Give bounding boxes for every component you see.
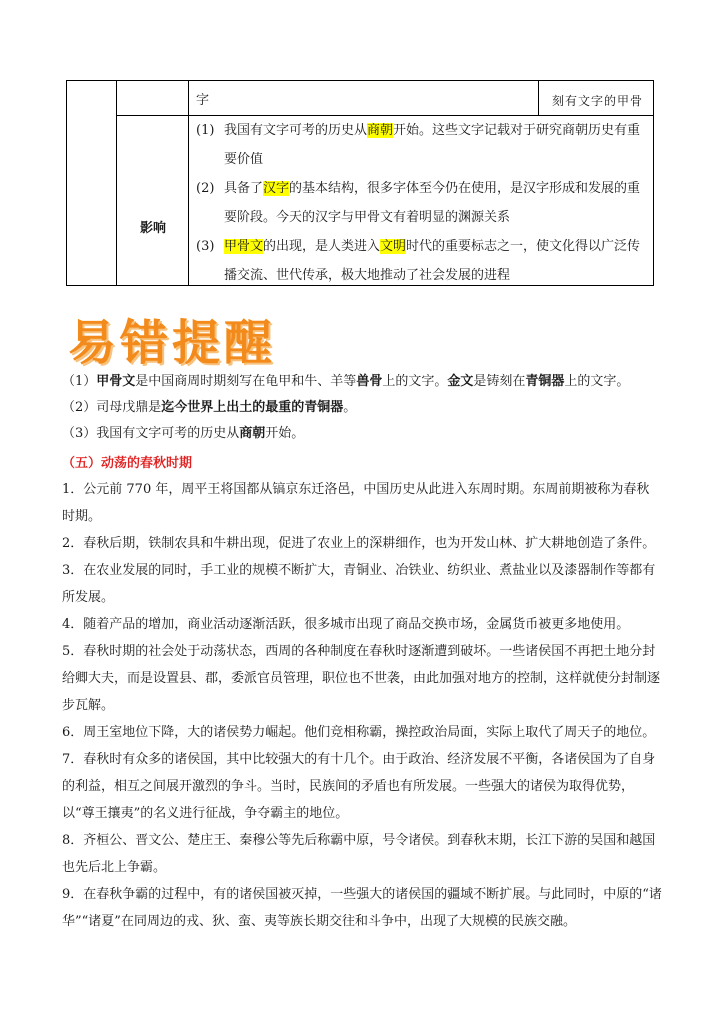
highlight-hanzi: 汉字 (263, 181, 290, 196)
reminder-notes (62, 369, 662, 447)
note-1: （1）甲骨文是中国商周时期刻写在龟甲和牛、羊等兽骨上的文字。金文是铸刻在青铜器上的文字。 (62, 374, 630, 389)
table-cell-oracle-bone: 刻有文字的甲骨 (552, 94, 644, 108)
highlight-oracle: 甲骨文 (224, 239, 264, 254)
table-cell-char: 字 (196, 93, 210, 108)
note-2: （2）司母戊鼎是迄今世界上出土的最重的青铜器。 (62, 400, 357, 415)
item-text: 时代的重要标志之一，使文化得以广泛传播交流、世代传承，极大地推动了社会发展的进程 (224, 239, 641, 283)
paragraph-2: 2．春秋后期，铁制农具和牛耕出现，促进了农业上的深耕细作，也为开发山林、扩大耕地创造了条件。 (62, 536, 656, 551)
item-text: 具备了 (224, 181, 264, 196)
table-border-left (66, 80, 67, 286)
highlight-shang: 商朝 (367, 123, 394, 138)
paragraph-5: 5．春秋时期的社会处于动荡状态，西周的各种制度在春秋时逐渐遭到破坏。一些诸侯国不再把土地分封给卿大夫，而是设置县、郡，委派官员管理，职位也不世袭，由此加强对地方的控制，这样就使分封制逐步瓦解。 (62, 644, 661, 713)
section-title: （五）动荡的春秋时期 (62, 456, 193, 471)
table-col-divider-2 (188, 80, 189, 286)
note-3: （3）我国有文字可考的历史从商朝开始。 (62, 426, 305, 441)
item-number: (3) (196, 239, 215, 254)
table-col-divider-1 (116, 80, 117, 286)
paragraph-7: 7．春秋时有众多的诸侯国，其中比较强大的有十几个。由于政治、经济发展不平衡，各诸侯国为了自身的利益，相互之间展开激烈的争斗。当时，民族间的矛盾也有所发展。一些强大的诸侯为取得优势，以“尊王攘夷”的名义进行征战，争夺霸主的地位。 (62, 752, 656, 821)
paragraph-4: 4．随着产品的增加，商业活动逐渐活跃，很多城市出现了商品交换市场，金属货币被更多地使用。 (62, 617, 630, 632)
paragraph-list (62, 476, 662, 935)
paragraph-8: 8．齐桓公、晋文公、楚庄王、秦穆公等先后称霸中原，号令诸侯。到春秋末期，长江下游的吴国和越国也先后北上争霸。 (62, 833, 656, 875)
influence-item-1 (196, 116, 648, 174)
influence-list (196, 116, 648, 290)
table-label-influence: 影响 (140, 221, 167, 236)
item-text: 我国有文字可考的历史从 (224, 123, 368, 138)
table-border-top (66, 80, 654, 81)
table-border-right (653, 80, 654, 286)
item-text: 的出现，是人类进入 (263, 239, 381, 254)
paragraph-3: 3．在农业发展的同时，手工业的规模不断扩大，青铜业、冶铁业、纺织业、煮盐业以及漆器制作等都有所发展。 (62, 563, 656, 605)
influence-item-3 (196, 232, 648, 290)
item-number: (2) (196, 181, 215, 196)
item-text: 开始。这些文字记载对于研究商朝历史有重要价值 (224, 123, 641, 167)
paragraph-9: 9．在春秋争霸的过程中，有的诸侯国被灭掉，一些强大的诸侯国的疆域不断扩展。与此同时，中原的“诸华”“诸夏”在同周边的戎、狄、蛮、夷等族长期交往和斗争中，出现了大规模的民族交融。 (62, 887, 662, 929)
error-reminder-title: 易错提醒 (68, 315, 277, 371)
paragraph-6: 6．周王室地位下降，大的诸侯势力崛起。他们竞相称霸，操控政治局面，实际上取代了周天子的地位。 (62, 725, 656, 740)
item-text: 的基本结构，很多字体至今仍在使用，是汉字形成和发展的重要阶段。今天的汉字与甲骨文有着明显的渊源关系 (224, 181, 641, 225)
influence-item-2 (196, 174, 648, 232)
table-col-divider-3 (538, 80, 539, 116)
paragraph-1: 1．公元前 770 年，周平王将国都从镐京东迁洛邑，中国历史从此进入东周时期。东周前期被称为春秋时期。 (62, 482, 650, 524)
highlight-civilization: 文明 (380, 239, 407, 254)
item-number: (1) (196, 123, 215, 138)
